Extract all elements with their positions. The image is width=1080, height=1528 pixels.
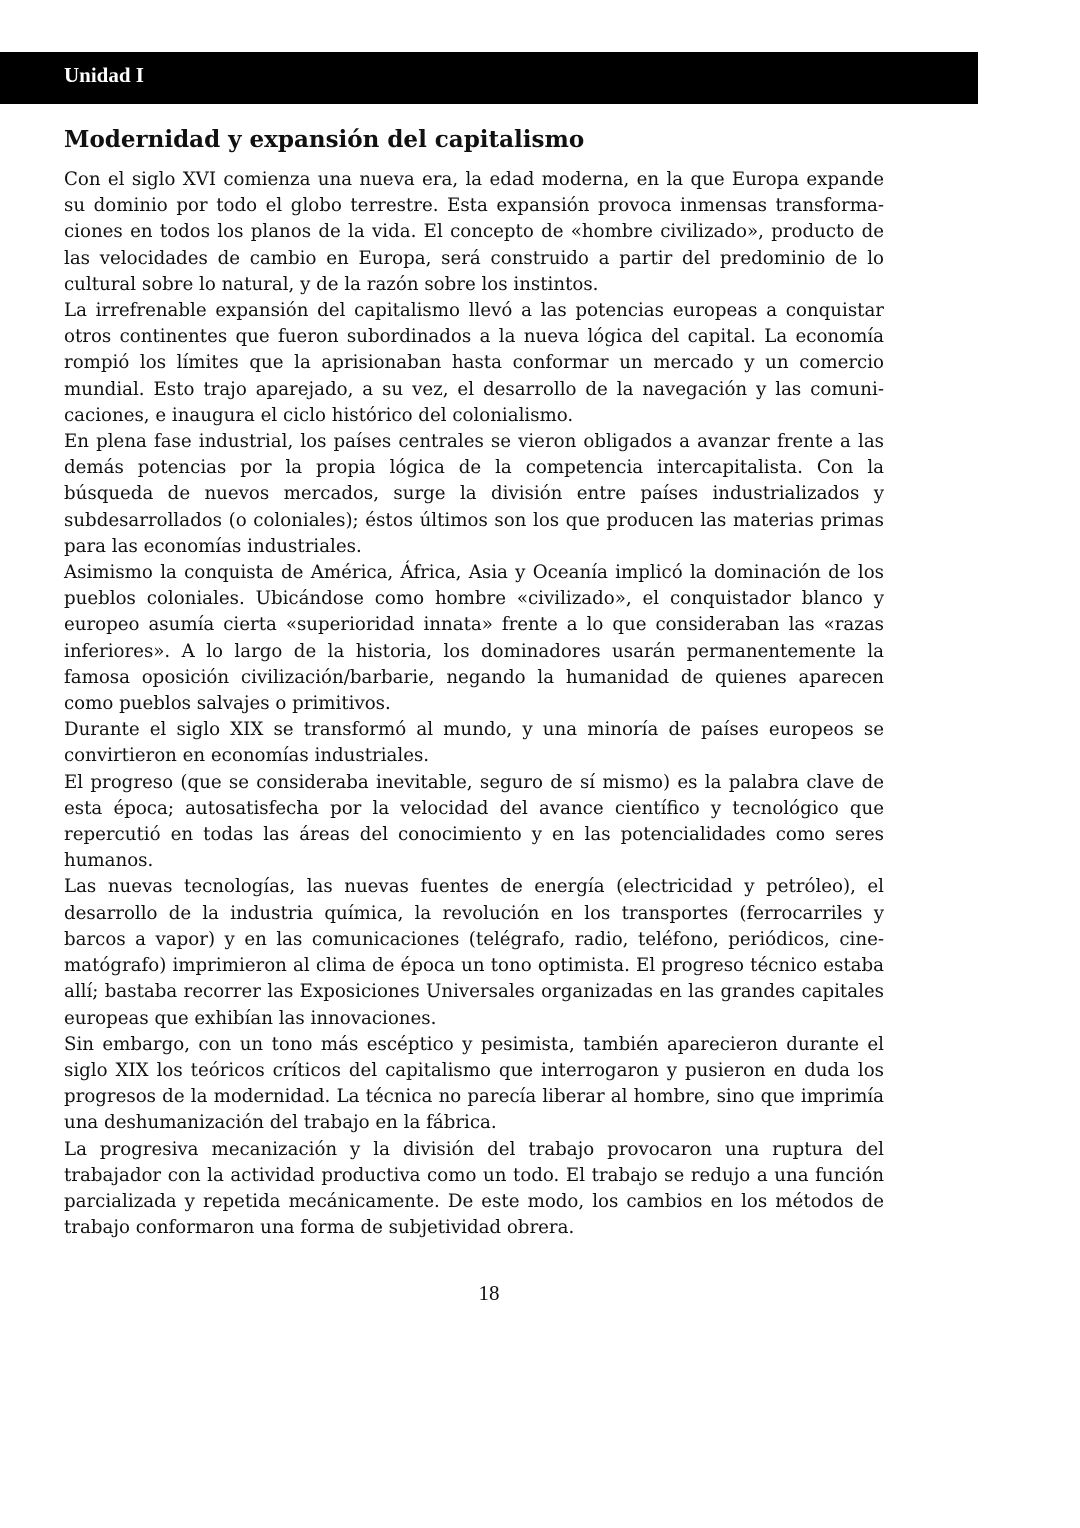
paragraph: Asimismo la conquista de América, África, Asia y Oceanía implicó la dominación de los pueblos coloniales. Ubicándose como hombre «civilizado», el conquistador blanco y europeo asumía cierta «superioridad innata» frente a lo que consideraban las «razas inferiores». A lo largo de la historia, los dominadores usarán permanentemente la famosa oposición civilización/barbarie, negando la humanidad de quienes aparecen como pueblos salvajes o primitivos. bbox=[64, 562, 884, 715]
page-title: Modernidad y expansión del capitalismo bbox=[64, 126, 585, 153]
paragraph: En plena fase industrial, los países centrales se vieron obligados a avanzar frente a las demás potencias por la propia lógica de la competencia intercapitalista. Con la búsqueda de nuevos mercados, surge la división entre países industrializados y subdesarrollados (o coloniales); éstos últimos son los que producen las materias primas para las economías industriales. bbox=[64, 431, 884, 557]
paragraph: La progresiva mecanización y la división del trabajo provocaron una ruptura del trabajador con la actividad productiva como un todo. El trabajo se redujo a una función parcializada y repetida mecánicamente. De este modo, los cambios en los métodos de trabajo conformaron una forma de subjetividad obrera. bbox=[64, 1138, 884, 1239]
page-number: 18 bbox=[478, 1281, 500, 1305]
paragraph: El progreso (que se consideraba inevitable, seguro de sí mismo) es la palabra clave de esta época; autosatisfecha por la velocidad del avance científico y tecnológico que repercutió en todas las áreas del conocimiento y en las potencialidades como seres humanos. bbox=[64, 771, 884, 872]
body-text bbox=[64, 167, 884, 1241]
paragraph: La irrefrenable expansión del capitalismo llevó a las potencias europeas a conquistar otros continentes que fueron subordinados a la nueva lógica del capital. La economía rompió los límites que la aprisionaban hasta conformar un mercado y un comercio mundial. Esto trajo aparejado, a su vez, el desarrollo de la navegación y las comunicaciones, e inaugura el ciclo histórico del colonialismo. bbox=[64, 300, 884, 426]
paragraph: Las nuevas tecnologías, las nuevas fuentes de energía (electricidad y petróleo), el desarrollo de la industria química, la revolución en los transportes (ferrocarriles y barcos a vapor) y en las comunicaciones (telégrafo, radio, teléfono, periódicos, cinematógrafo) imprimieron al clima de época un tono optimista. El progreso técnico estaba allí; bastaba recorrer las Exposiciones Universales organizadas en las grandes capitales europeas que exhibían las innovaciones. bbox=[64, 876, 884, 1029]
unit-label: Unidad I bbox=[64, 63, 144, 87]
unit-header-bar bbox=[0, 52, 978, 104]
paragraph: Durante el siglo XIX se transformó al mundo, y una minoría de países europeos se convirtieron en economías industriales. bbox=[64, 719, 884, 767]
paragraph: Con el siglo XVI comienza una nueva era, la edad moderna, en la que Europa expande su dominio por todo el globo terrestre. Esta expansión provoca inmensas transformaciones en todos los planos de la vida. El concepto de «hombre civilizado», producto de las velocidades de cambio en Europa, será construido a partir del predominio de lo cultural sobre lo natural, y de la razón sobre los instintos. bbox=[64, 169, 884, 295]
paragraph: Sin embargo, con un tono más escéptico y pesimista, también aparecieron durante el siglo XIX los teóricos críticos del capitalismo que interrogaron y pusieron en duda los progresos de la modernidad. La técnica no parecía liberar al hombre, sino que imprimía una deshumanización del trabajo en la fábrica. bbox=[64, 1033, 884, 1134]
